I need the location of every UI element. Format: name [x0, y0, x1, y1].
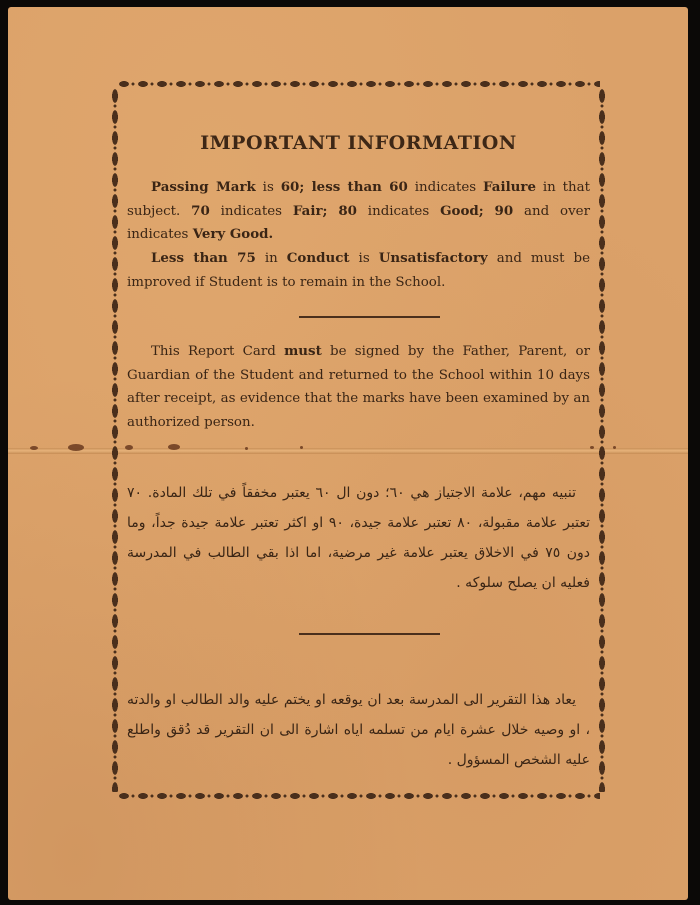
- border-right: [598, 88, 606, 792]
- ornamental-border-frame: [111, 80, 606, 800]
- emphasis-text: 70: [191, 202, 210, 219]
- emphasis-text: Failure: [483, 179, 536, 195]
- body-text: be signed by the Father, Parent, or Guardian of the Student and returned to the School within 10 days after receipt, as evidence that the marks have been examined by an authorized person.: [127, 344, 590, 430]
- grading-paragraph-ar: تنبيه مهم، علامة الاجتياز هي ٦٠؛ دون ال ٦٠ يعتبر مخفقاً في تلك المادة. ٧٠ تعتبر علامة مقبولة، ٨٠ تعتبر علامة جيدة، ٩٠ او اكثر تعتبر علامة جيدة جداً، وما دون ٧٥ في الاخلاق يعتبر علامة غير مرضية، اما اذا بقي الطالب في المدرسة فعليه ان يصلح سلوكه .: [127, 485, 591, 591]
- emphasis-text: Unsatisfactory: [378, 250, 488, 266]
- divider-rule: [299, 633, 440, 635]
- emphasis-text: Very Good.: [192, 226, 274, 242]
- body-text: indicates: [209, 203, 293, 219]
- signature-paragraph-ar: يعاد هذا التقرير الى المدرسة بعد ان يوقعه او يختم عليه والد الطالب او والدته ، او وصيه خلال عشرة ايام من تسلمه اياه اشارة الى ان التقرير قد دُقق واطلع عليه الشخص المسؤول .: [127, 692, 590, 768]
- emphasis-text: Conduct: [286, 250, 350, 266]
- grading-paragraph-en: [127, 176, 590, 247]
- conduct-paragraph-en: [127, 247, 590, 294]
- stain-mark: [30, 446, 38, 450]
- document-title: IMPORTANT INFORMATION: [200, 132, 517, 154]
- emphasis-text: 90: [494, 202, 514, 219]
- body-text: [327, 204, 338, 219]
- emphasis-text: 80: [338, 202, 357, 219]
- emphasis-text: Fair;: [292, 202, 328, 219]
- stain-mark: [613, 446, 616, 449]
- body-text: [484, 204, 495, 219]
- body-text: indicates: [356, 203, 441, 219]
- emphasis-text: Good;: [440, 202, 484, 219]
- body-text: in that subject.: [127, 180, 591, 219]
- body-text: and over indicates: [127, 203, 591, 242]
- emphasis-text: Passing Mark: [151, 179, 256, 195]
- body-text: and must be improved if Student is to remain in the School.: [127, 251, 590, 290]
- emphasis-text: must: [284, 343, 322, 359]
- border-left: [111, 88, 119, 792]
- body-text: indicates: [407, 180, 484, 195]
- stain-mark: [68, 444, 84, 451]
- body-text: is: [349, 251, 379, 266]
- emphasis-text: 60; less than 60: [280, 179, 408, 195]
- emphasis-text: Less than 75: [151, 250, 256, 266]
- signature-paragraph-en: [127, 340, 590, 434]
- body-text: in: [255, 251, 287, 266]
- border-bottom: [117, 792, 600, 800]
- body-text: is: [255, 180, 281, 195]
- body-text: This Report Card: [151, 344, 285, 359]
- border-top: [117, 80, 600, 88]
- divider-rule: [299, 316, 440, 318]
